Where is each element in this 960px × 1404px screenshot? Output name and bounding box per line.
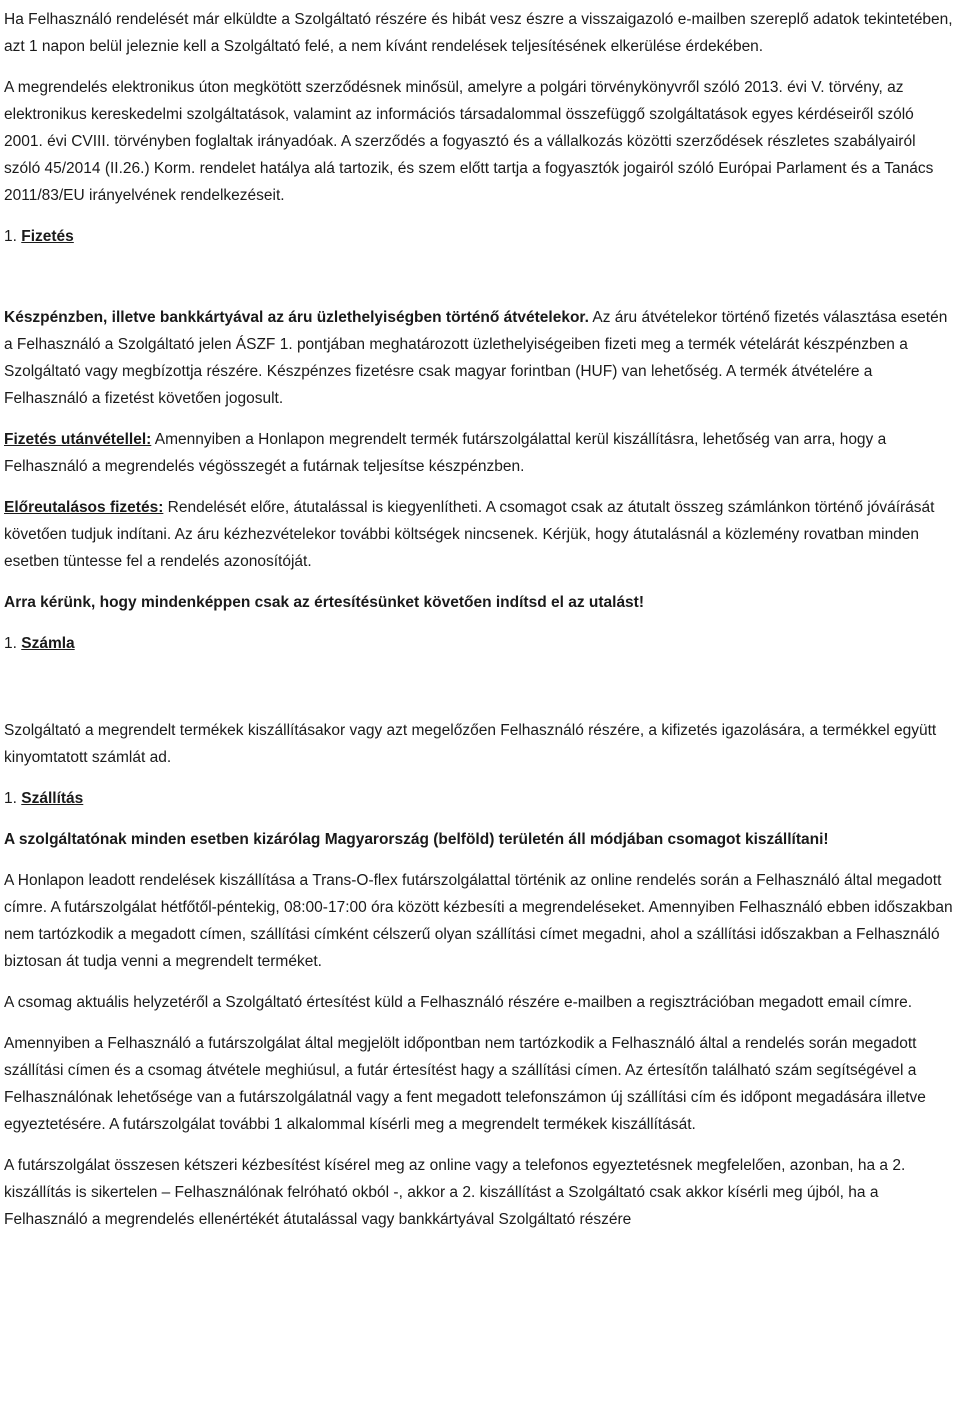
section-title: Fizetés bbox=[21, 228, 74, 245]
document-page bbox=[4, 6, 956, 1233]
section-number: 1. bbox=[4, 228, 17, 245]
payment-cod-text: Amennyiben a Honlapon megrendelt termék futárszolgálattal kerül kiszállításra, lehetőség van arra, hogy a Felhasználó a megrendelés végösszegét a futárnak teljesítse készpénzben. bbox=[4, 431, 887, 475]
shipping-paragraph-4: A futárszolgálat összesen kétszeri kézbesítést kísérel meg az online vagy a telefonos egyeztetésnek megfelelően, azonban, ha a 2. kiszállítás is sikertelen – Felhasználónak felróható okból -, akkor a 2. kiszállítást a Szolgáltató csak akkor kísérli meg újból, ha a Felhasználó a megrendelés ellenértékét átutalással vagy bankkártyával Szolgáltató részére bbox=[4, 1157, 906, 1228]
intro-paragraph-2: A megrendelés elektronikus úton megkötött szerződésnek minősül, amelyre a polgári törvénykönyvről szóló 2013. évi V. törvény, az elektronikus kereskedelmi szolgáltatások, valamint az információs társadalommal összefüggő szolgáltatások egyes kérdéseiről szóló 2001. évi CVIII. törvényben foglaltak irányadóak. A szerződés a fogyasztó és a vállalkozás közötti szerződések részletes szabályairól szóló 45/2014 (II.26.) Korm. rendelet hatálya alá tartozik, és szem előtt tartja a fogyasztók jogairól szóló Európai Parlament és a Tanács 2011/83/EU irányelvének rendelkezéseit. bbox=[4, 79, 934, 204]
intro-paragraph-1: Ha Felhasználó rendelését már elküldte a Szolgáltató részére és hibát vesz észre a visszaigazoló e-mailben szereplő adatok tekintetében, azt 1 napon belül jeleznie kell a Szolgáltató felé, a nem kívánt rendelések teljesítésének elkerülése érdekében. bbox=[4, 11, 953, 55]
shipping-paragraph-2: A csomag aktuális helyzetéről a Szolgáltató értesítést küld a Felhasználó részére e-mailben a regisztrációban megadott email címre. bbox=[4, 994, 913, 1011]
section-heading-szamla bbox=[4, 630, 956, 657]
payment-cash-text: Az áru átvételekor történő fizetés választása esetén a Felhasználó a Szolgáltató jelen ÁSZF 1. pontjában meghatározott üzlethelyiségeiben fizeti meg a termék vételárát készpénzben a Szolgáltató vagy megbízottja részére. Készpénzes fizetésre csak magyar forintban (HUF) van lehetőség. A termék átvételére a Felhasználó a fizetést követően jogosult. bbox=[4, 309, 948, 407]
section-number: 1. bbox=[4, 790, 17, 807]
shipping-paragraph-3: Amennyiben a Felhasználó a futárszolgálat által megjelölt időpontban nem tartózkodik a Felhasználó által a rendelés során megadott szállítási címen és a csomag átvétele meghiúsul, a futár értesítést hagy a szállítási címen. Az értesítőn található szám segítségével a Felhasználónak lehetősége van a futárszolgálatnál vagy a fent megadott telefonszámon új szállítási cím és időpont megadására illetve egyeztetésére. A futárszolgálat további 1 alkalommal kísérli meg a megrendelt termékek kiszállítását. bbox=[4, 1035, 926, 1133]
payment-cod-label: Fizetés utánvétellel: bbox=[4, 431, 152, 448]
payment-prepay-paragraph bbox=[4, 494, 956, 575]
payment-cod-paragraph bbox=[4, 426, 956, 480]
shipping-notice: A szolgáltatónak minden esetben kizárólag Magyarország (belföld) területén áll módjában csomagot kiszállítani! bbox=[4, 831, 829, 848]
section-number: 1. bbox=[4, 635, 17, 652]
shipping-paragraph-1: A Honlapon leadott rendelések kiszállítása a Trans-O-flex futárszolgálattal történik az online rendelés során a Felhasználó által megadott címre. A futárszolgálat hétfőtől-péntekig, 08:00-17:00 óra között kézbesíti a megrendeléseket. Amennyiben Felhasználó ebben időszakban nem tartózkodik a megadott címen, szállítási címként célszerű olyan szállítási címet megadni, ahol a szállítási időszakban a Felhasználó biztosan át tudja venni a megrendelt terméket. bbox=[4, 872, 953, 970]
payment-cash-paragraph bbox=[4, 304, 956, 412]
section-title: Számla bbox=[21, 635, 75, 652]
invoice-paragraph: Szolgáltató a megrendelt termékek kiszállításakor vagy azt megelőzően Felhasználó részére, a kifizetés igazolására, a termékkel együtt kinyomtatott számlát ad. bbox=[4, 722, 937, 766]
payment-cash-label: Készpénzben, illetve bankkártyával az áru üzlethelyiségben történő átvételekor. bbox=[4, 309, 589, 326]
payment-notice: Arra kérünk, hogy mindenképpen csak az értesítésünket követően indítsd el az utalást! bbox=[4, 594, 645, 611]
payment-prepay-label: Előreutalásos fizetés: bbox=[4, 499, 164, 516]
section-heading-szallitas bbox=[4, 785, 956, 812]
section-title: Szállítás bbox=[21, 790, 84, 807]
payment-prepay-text: Rendelését előre, átutalással is kiegyenlítheti. A csomagot csak az átutalt összeg számlánkon történő jóváírását követően tudjuk indítani. Az áru kézhezvételekor további költségek nincsenek. Kérjük, hogy átutalásnál a közlemény rovatban minden esetben tüntesse fel a rendelés azonosítóját. bbox=[4, 499, 935, 570]
section-heading-fizetes bbox=[4, 223, 956, 250]
